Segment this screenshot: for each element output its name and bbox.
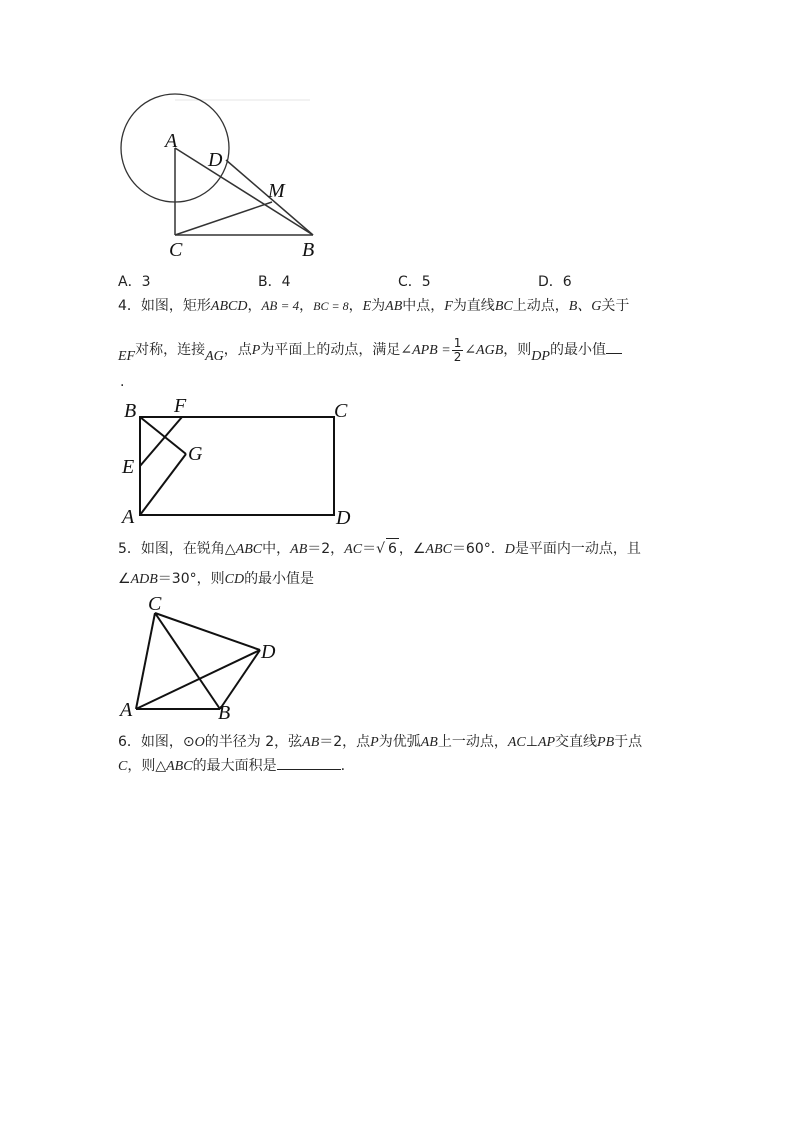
q4-comma-2: ， [299, 298, 314, 314]
q4-fraction-den: 2 [453, 349, 462, 364]
q4-text: 对称，连接 [135, 342, 206, 358]
q4-text: 如图，矩形 [140, 298, 211, 314]
q5-text: 中， [262, 541, 291, 557]
fig3-segment-cd [155, 613, 260, 650]
q3-option-d-letter: D． [538, 274, 563, 290]
q4-ab: AB [385, 299, 403, 314]
q6-perp: ⊥ [525, 734, 538, 750]
q6-text: 为优弧 [378, 734, 421, 750]
q5-cd: CD [224, 572, 245, 587]
q4-agb: ∠AGB [464, 343, 504, 358]
fig3-segment-ac [136, 613, 155, 709]
q4-apb: ∠APB = [400, 343, 451, 358]
q5-ac: AC [344, 542, 363, 557]
q6-o: O [194, 735, 205, 750]
q6-line-1 [118, 732, 642, 753]
q6-line-2 [118, 756, 345, 777]
q6-text: 上一动点， [437, 734, 508, 750]
q5-text: 是平面内一动点，且 [514, 541, 641, 557]
q6-answer-blank [277, 769, 341, 770]
q3-option-b-letter: B． [258, 274, 282, 290]
q3-option-c-value: 5 [421, 274, 431, 290]
fig1-label-b: B [302, 239, 315, 261]
q6-text: ＝2，点 [319, 734, 371, 750]
q3-option-a-value: 3 [141, 274, 151, 290]
fig3-segment-ad [136, 650, 260, 709]
q4-fraction-num: 1 [453, 335, 462, 350]
fig3-label-d: D [261, 641, 276, 663]
q6-text: 的半径为 2，弦 [204, 734, 303, 750]
q5-text: ＝2， [307, 541, 345, 557]
q4-comma-3: ， [348, 298, 363, 314]
q4-text: 上动点， [512, 298, 569, 314]
q6-ac: AC [507, 735, 526, 750]
q5-abc-2: ABC [425, 542, 452, 557]
fig2-label-a: A [122, 506, 135, 528]
fig1-label-d: D [208, 149, 223, 171]
q4-ab-eq: AB = 4 [261, 298, 300, 313]
q6-abc: ABC [166, 759, 193, 774]
q3-option-a-letter: A． [118, 274, 142, 290]
q4-dot: . [120, 374, 125, 390]
q6-text: 如图，⊙ [140, 734, 195, 750]
q4-e: E [362, 299, 372, 314]
q4-bc: BC [494, 299, 513, 314]
q4-bc-eq: BC = 8 [313, 299, 349, 313]
q4-text: 关于 [601, 298, 630, 314]
fig2-label-d: D [336, 507, 351, 529]
q4-comma: ， [247, 298, 262, 314]
fig2-label-e: E [122, 456, 135, 478]
q6-ap: AP [537, 735, 556, 750]
q4-f: F [444, 299, 453, 314]
q5-d: D [504, 542, 515, 557]
q5-text: ，∠ [398, 541, 426, 557]
fig1-label-a: A [165, 130, 178, 152]
q4-ag: AG [205, 349, 224, 364]
q3-option-d-value: 6 [562, 274, 572, 290]
q6-ab-2: AB [420, 735, 438, 750]
q4-text: ，点 [223, 342, 252, 358]
q4-text: 为 [371, 298, 386, 314]
q4-abcd: ABCD [210, 299, 248, 314]
q5-ab: AB [290, 542, 308, 557]
q5-text: ＝60°． [451, 541, 505, 557]
fig2-label-b: B [124, 400, 137, 422]
q4-bg: B、G [568, 299, 602, 314]
fig2-label-f: F [174, 395, 187, 417]
q4-p: P [251, 343, 261, 358]
q5-text: ＝ [362, 541, 377, 557]
q5-text: 的最小值是 [244, 571, 315, 587]
q6-text: 的最大面积是 [192, 758, 277, 774]
fig3-label-c: C [148, 593, 162, 615]
q4-text: 中点， [402, 298, 445, 314]
q4-number: 4． [118, 298, 141, 314]
q5-text: ＝30°，则 [157, 571, 225, 587]
q6-pb: PB [597, 735, 615, 750]
q3-option-b-value: 4 [281, 274, 291, 290]
q5-text: 如图，在锐角△ [140, 541, 236, 557]
q6-end: . [340, 758, 346, 774]
q4-dp: DP [531, 349, 550, 364]
q4-text: ，则 [503, 342, 532, 358]
q6-number: 6． [118, 734, 141, 750]
q4-text: 的最小值 [549, 342, 606, 358]
fig1-label-c: C [169, 239, 183, 261]
q5-adb: ADB [130, 572, 158, 587]
q6-c: C [118, 759, 128, 774]
q5-number: 5． [118, 541, 141, 557]
q6-ab: AB [302, 735, 320, 750]
q4-ef: EF [118, 349, 136, 364]
fig2-label-g: G [188, 443, 203, 465]
q6-text: ，则△ [127, 758, 167, 774]
fig2-label-c: C [334, 400, 348, 422]
q5-text: ∠ [118, 571, 131, 587]
fig3-label-b: B [218, 702, 231, 724]
q5-abc: ABC [235, 542, 263, 557]
q6-p: P [370, 735, 379, 750]
q6-text: 交直线 [555, 734, 598, 750]
fig1-label-m: M [268, 180, 285, 202]
q3-option-c-letter: C． [398, 274, 422, 290]
q5-sqrt-sign: √ [376, 541, 385, 557]
q4-text: 为平面上的动点，满足 [260, 342, 401, 358]
fig3-label-a: A [120, 699, 133, 721]
q4-text: 为直线 [452, 298, 495, 314]
q6-text: 于点 [614, 734, 643, 750]
q5-sqrt-value: 6 [386, 538, 399, 559]
